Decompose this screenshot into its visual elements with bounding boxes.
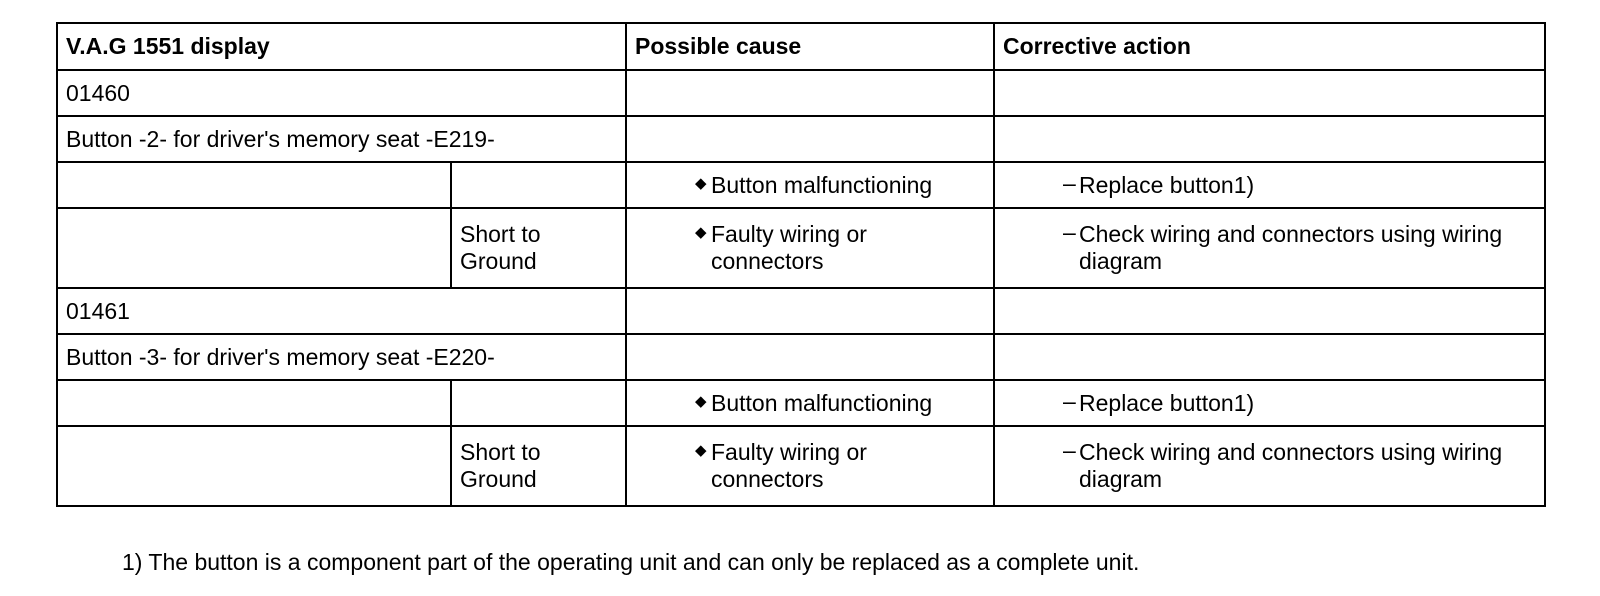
empty-cell [626,116,994,162]
dash-icon: – [1063,169,1076,196]
empty-cell [57,162,451,208]
table-row [57,380,1545,426]
bullet-icon: ◆ [695,174,707,192]
cause-cell [626,162,994,208]
component-name: Button -2- for driver's memory seat -E219- [57,116,626,162]
condition-cell [451,380,626,426]
empty-cell [57,380,451,426]
action-text: Check wiring and connectors using wiring diagram [1079,439,1503,492]
fault-code-table [56,22,1546,507]
dash-icon: – [1063,437,1076,463]
fault-code-row [57,288,1545,334]
cause-text: Faulty wiring or connectors [711,439,867,492]
bullet-icon: ◆ [695,224,707,241]
empty-cell [994,70,1545,116]
header-display: V.A.G 1551 display [57,23,626,70]
header-corrective-action: Corrective action [994,23,1545,70]
table-row [57,208,1545,288]
dash-icon: – [1063,387,1076,414]
footnote: 1) The button is a component part of the operating unit and can only be replaced as a complete unit. [122,549,1140,575]
action-text: Replace button1) [1079,171,1255,198]
action-cell [994,208,1545,288]
condition-cell: Short to Ground [451,426,626,506]
dash-icon: – [1063,219,1076,245]
bullet-icon: ◆ [695,442,707,459]
table-row [57,162,1545,208]
fault-code: 01460 [57,70,626,116]
cause-cell [626,380,994,426]
fault-code: 01461 [57,288,626,334]
empty-cell [994,288,1545,334]
action-text: Check wiring and connectors using wiring diagram [1079,221,1503,274]
component-row [57,334,1545,380]
condition-cell: Short to Ground [451,208,626,288]
fault-code-row [57,70,1545,116]
component-row [57,116,1545,162]
empty-cell [626,334,994,380]
empty-cell [626,288,994,334]
bullet-icon: ◆ [695,392,707,410]
header-possible-cause: Possible cause [626,23,994,70]
condition-cell [451,162,626,208]
table-header-row [57,23,1545,70]
empty-cell [626,70,994,116]
cause-text: Button malfunctioning [711,171,933,198]
empty-cell [57,426,451,506]
table-row [57,426,1545,506]
action-text: Replace button1) [1079,389,1255,416]
cause-cell [626,208,994,288]
empty-cell [57,208,451,288]
cause-text: Button malfunctioning [711,389,933,416]
cause-cell [626,426,994,506]
empty-cell [994,116,1545,162]
action-cell [994,162,1545,208]
empty-cell [994,334,1545,380]
cause-text: Faulty wiring or connectors [711,221,867,274]
component-name: Button -3- for driver's memory seat -E220- [57,334,626,380]
action-cell [994,380,1545,426]
action-cell [994,426,1545,506]
